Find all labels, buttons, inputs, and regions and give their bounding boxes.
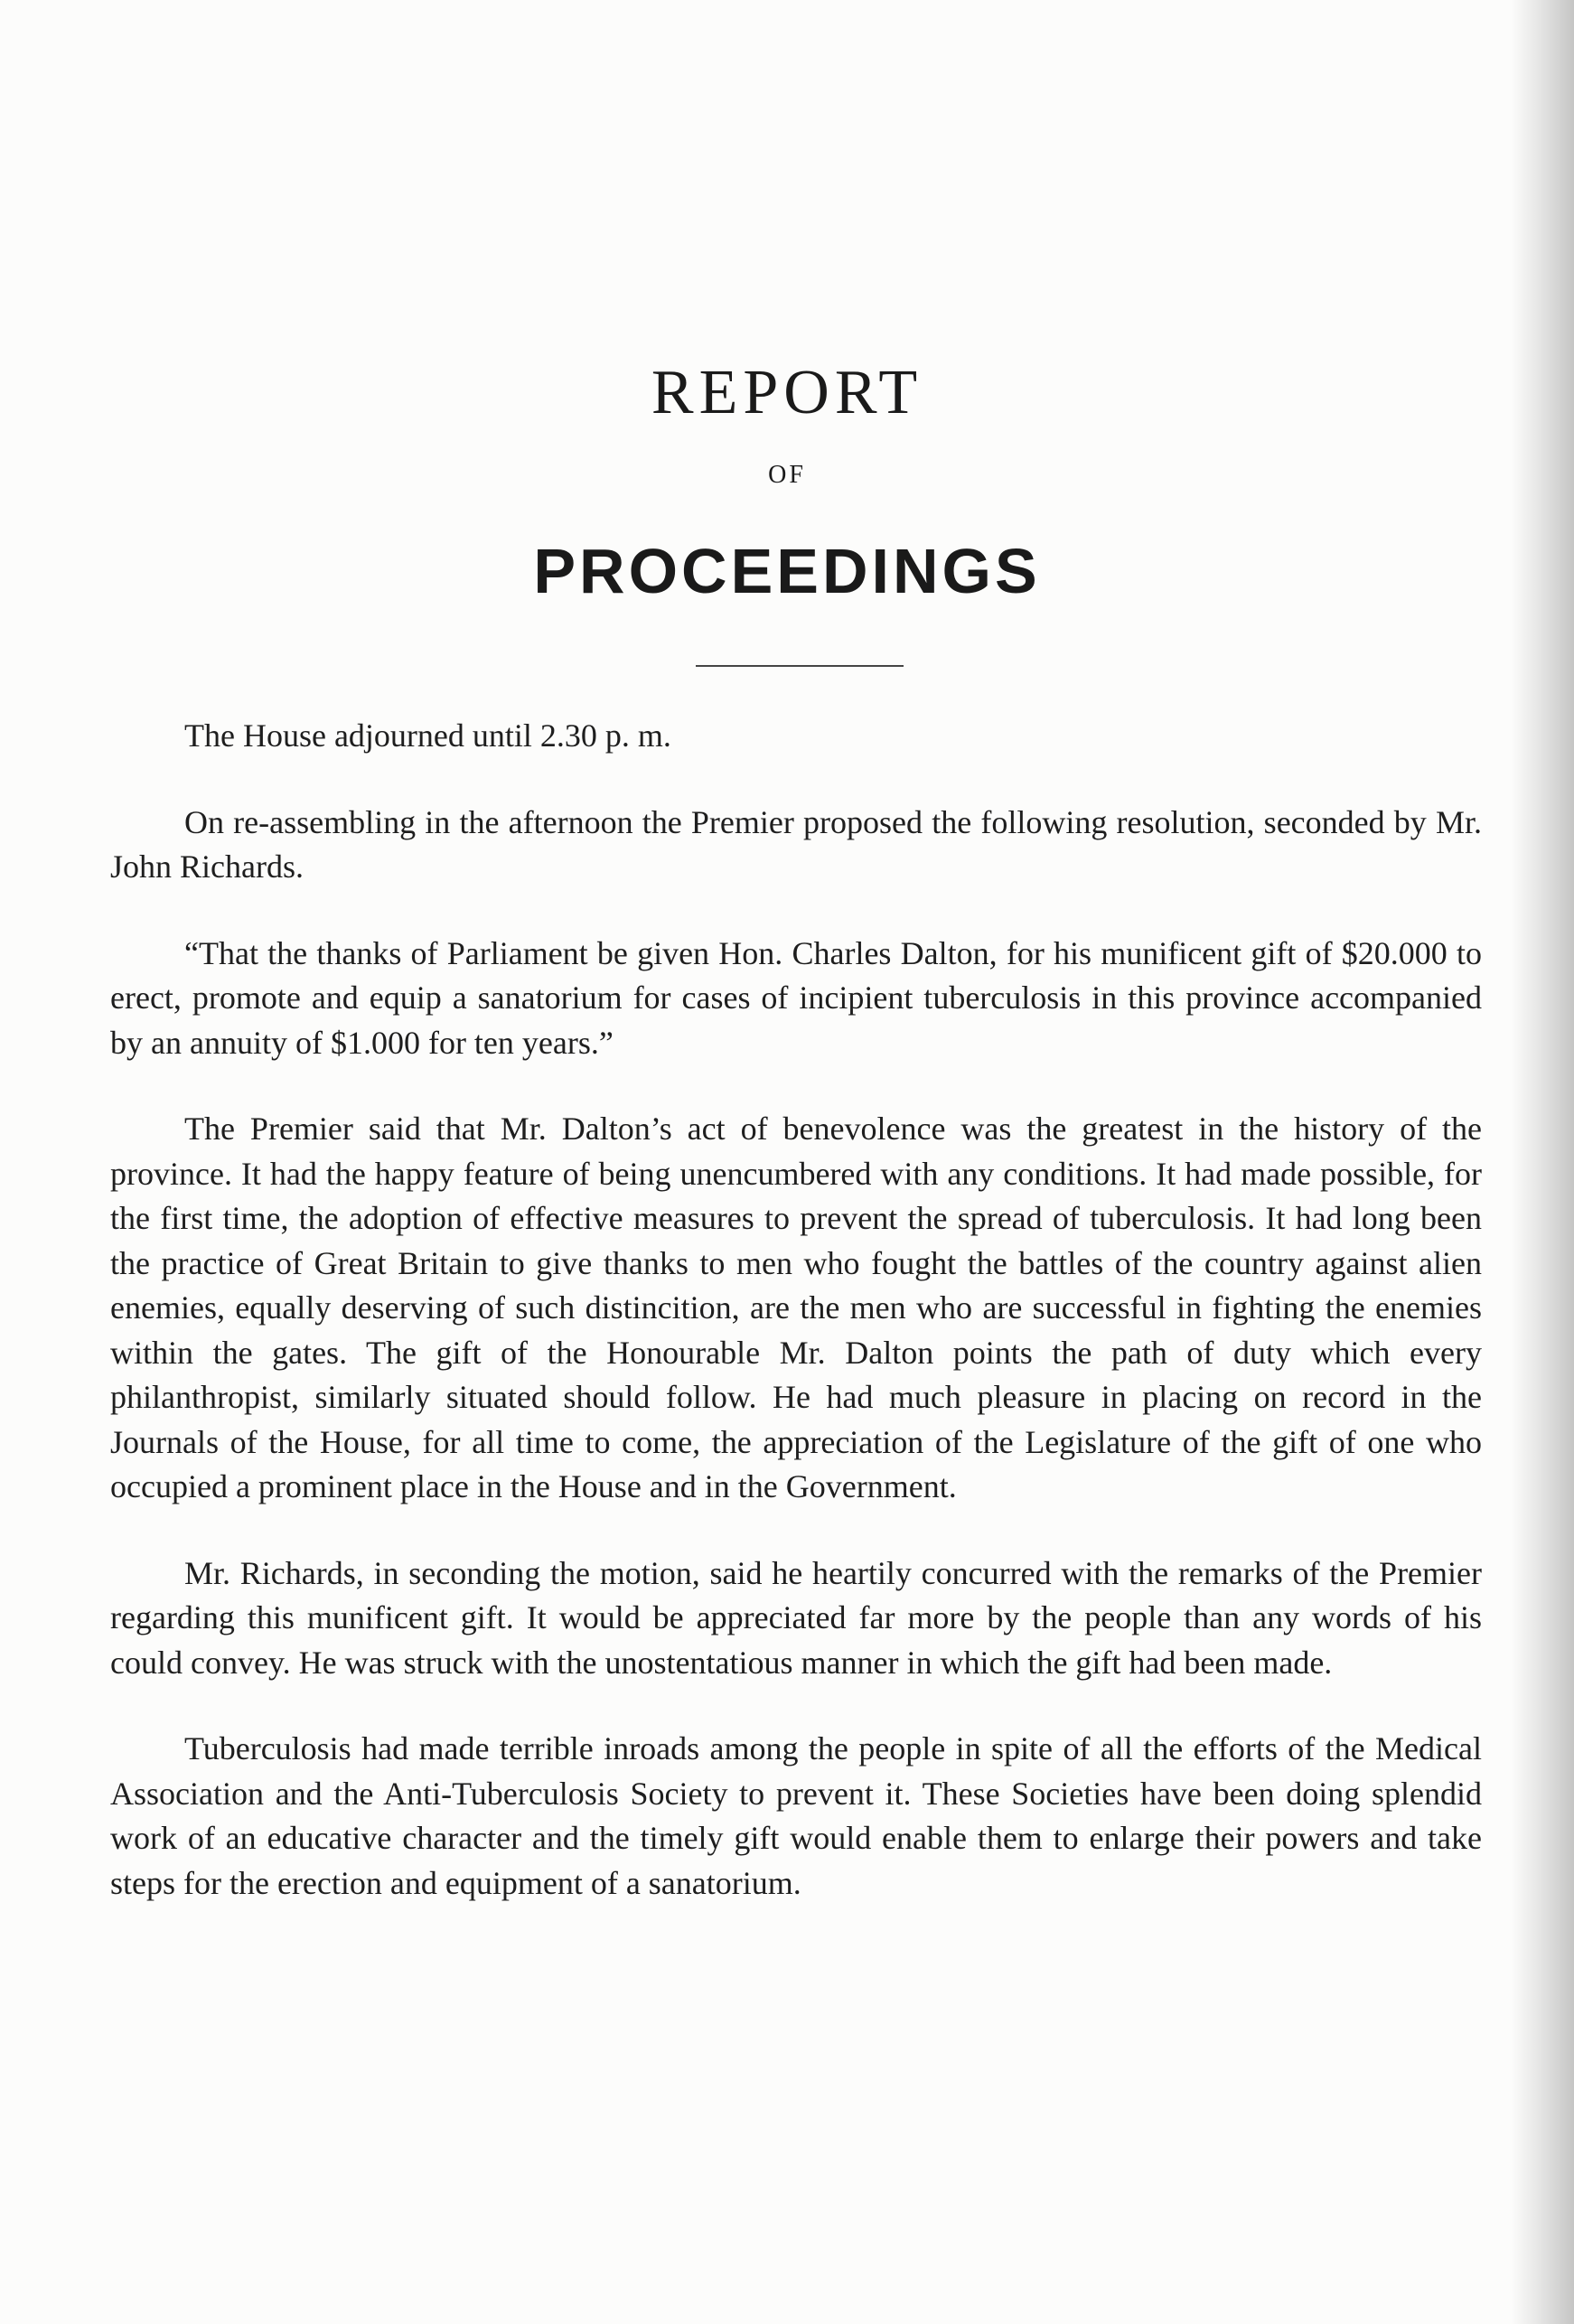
page-edge-shadow (1511, 0, 1574, 2324)
paragraph-resolution: “That the thanks of Parliament be given Hon. Charles Dalton, for his munificent gift of $20.000 to erect, promote and equip a sanatorium for cases of incipient tuberculosis in this province accompanied by an annuity of $1.000 for ten years.” (110, 934, 1482, 1061)
heading-of: OF (768, 461, 806, 489)
paragraph-adjournment: The House adjourned until 2.30 p. m. (184, 717, 671, 754)
paragraph-tuberculosis: Tuberculosis had made terrible inroads among the people in spite of all the efforts of the Medical Association and the Anti-Tuberculosis Society to prevent it. These Societies have been doing splendid work of an educative character and the timely gift would enable them to enlarge their powers and take steps for the erection and equipment of a sanatorium. (110, 1730, 1482, 1901)
paragraph-premier-remarks: The Premier said that Mr. Dalton’s act of benevolence was the greatest in the history of the province. It had the happy feature of being unencumbered with any conditions. It had made possible, for the first time, the adoption of effective measures to prevent the spread of tuberculosis. It had long been the practice of Great Britain to give thanks to men who fought the battles of the country against alien enemies, equally deserving of such distincition, are the men who are successful in fighting the enemies within the gates. The gift of the Honourable Mr. Dalton points the path of duty which every philanthropist, similarly situated should follow. He had much pleasure in placing on record in the Journals of the House, for all time to come, the appreciation of the Legislature of the gift of one who occupied a prominent place in the House and in the Government. (110, 1110, 1482, 1504)
report-body (110, 714, 1482, 1947)
heading-divider (696, 665, 904, 667)
heading-proceedings: PROCEEDINGS (533, 536, 1041, 606)
paragraph-reassembling: On re-assembling in the afternoon the Premier proposed the following resolution, seconded by Mr. John Richards. (110, 803, 1482, 885)
paragraph-richards-remarks: Mr. Richards, in seconding the motion, said he heartily concurred with the remarks of the Premier regarding this munificent gift. It would be appreciated far more by the people than any words of his could convey. He was struck with the unostentatious manner in which the gift had been made. (110, 1554, 1482, 1681)
heading-report: REPORT (651, 358, 923, 427)
